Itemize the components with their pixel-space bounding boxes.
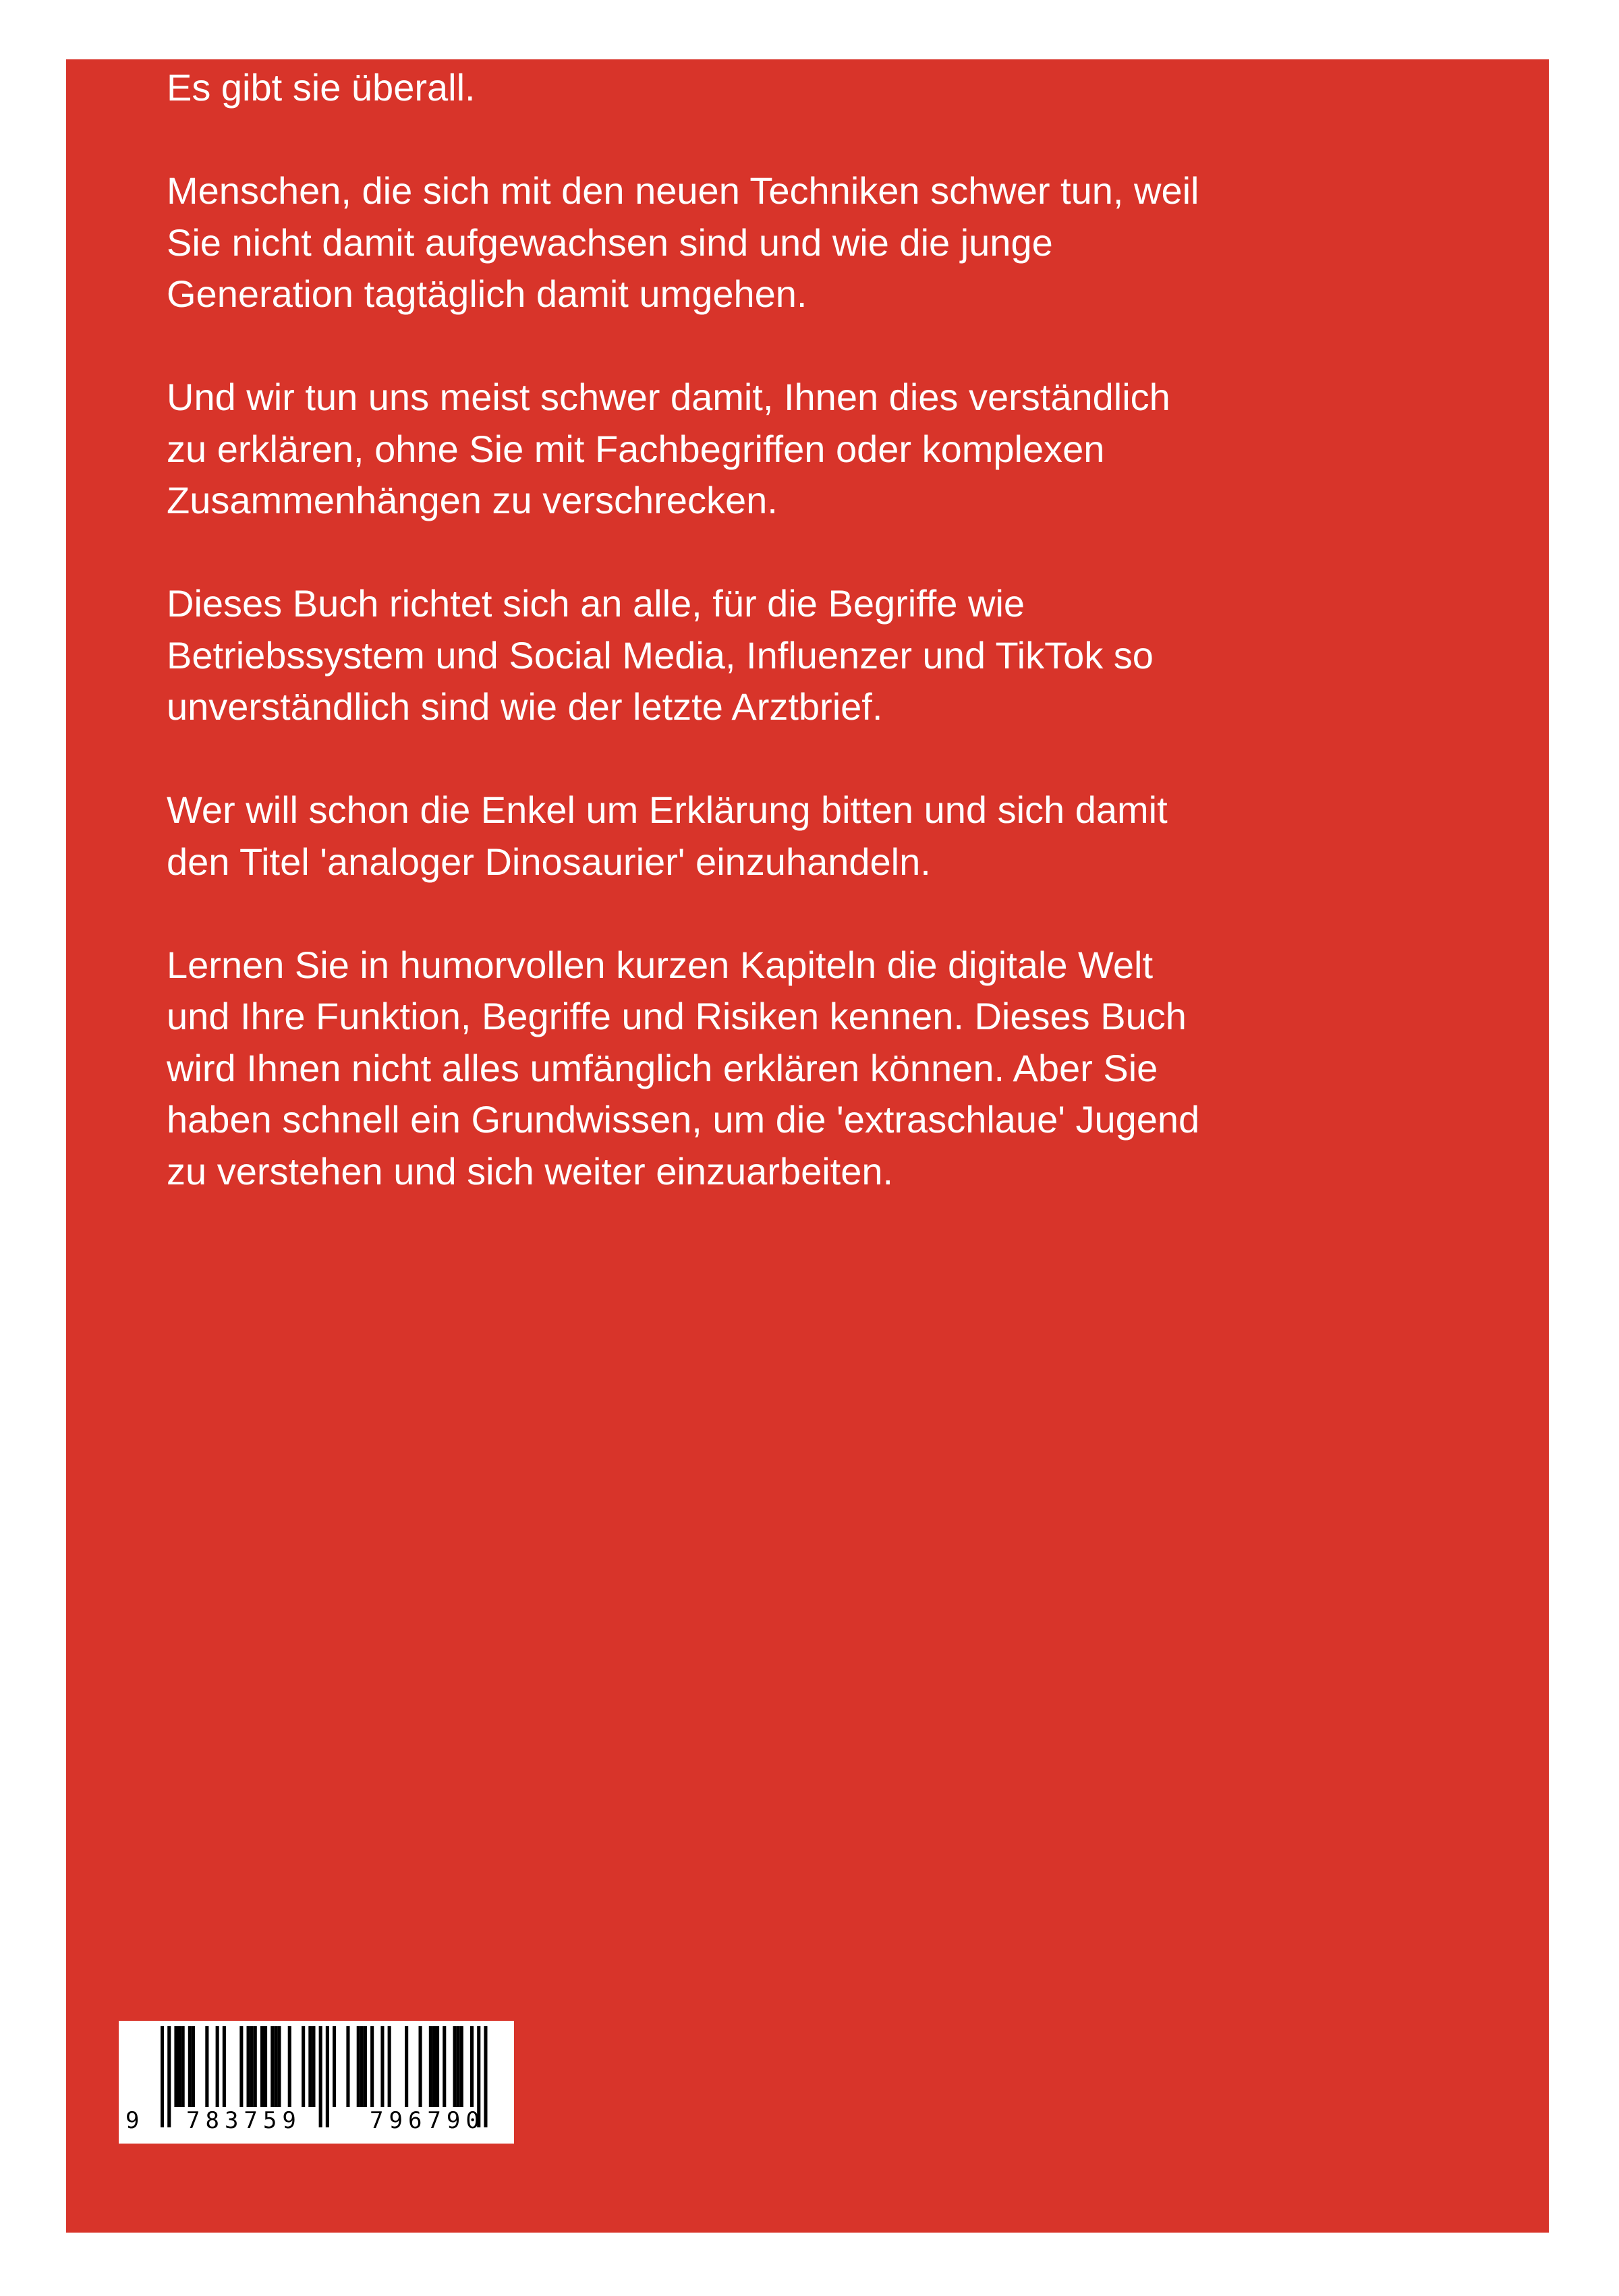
barcode-bar [192, 2026, 195, 2107]
barcode-bar [405, 2026, 408, 2107]
barcode-bar [250, 2026, 254, 2107]
barcode-bar [205, 2026, 208, 2107]
barcode-bar [271, 2026, 274, 2107]
barcode-bar [264, 2026, 267, 2107]
barcode-bar [312, 2026, 315, 2107]
barcode-bar [188, 2026, 192, 2107]
barcode-bar [302, 2026, 305, 2107]
barcode-bar [436, 2026, 439, 2107]
barcode-bar [181, 2026, 185, 2107]
barcode-bar [388, 2026, 391, 2107]
blurb-paragraph-1: Es gibt sie überall. [167, 66, 476, 109]
barcode-bar [223, 2026, 226, 2107]
barcode-bar [308, 2026, 312, 2107]
barcode-bar [254, 2026, 257, 2107]
barcode-bar [178, 2026, 181, 2107]
barcode-bar [346, 2026, 349, 2107]
barcode-right-group: 796790 [370, 2107, 485, 2134]
barcode-left-group: 783759 [186, 2107, 302, 2134]
barcode-bar [247, 2026, 250, 2107]
barcode-bar [370, 2026, 374, 2107]
barcode-bar [457, 2026, 460, 2107]
barcode-bar [460, 2026, 463, 2107]
barcode-bar [443, 2026, 446, 2107]
barcode-bar [364, 2026, 367, 2107]
isbn-barcode [119, 2021, 514, 2144]
blurb-paragraph-5: Wer will schon die Enkel um Erklärung bitten und sich damit den Titel 'analoger Dinosaurier' einzuhandeln. [167, 788, 1168, 883]
barcode-bar [470, 2026, 474, 2107]
blurb-text [167, 62, 1394, 1249]
barcode-bar [432, 2026, 436, 2107]
barcode-bar [239, 2026, 243, 2107]
barcode-bar [380, 2026, 384, 2107]
barcode-bar [453, 2026, 457, 2107]
barcode-digits [119, 2107, 514, 2141]
barcode-bar [357, 2026, 360, 2107]
barcode-bar [216, 2026, 219, 2107]
barcode-bar [333, 2026, 336, 2107]
barcode-bar [360, 2026, 364, 2107]
barcode-bar [260, 2026, 264, 2107]
blurb-paragraph-6: Lernen Sie in humorvollen kurzen Kapiteln die digitale Welt und Ihre Funktion, Begriffe und Risiken kennen. Dieses Buch wird Ihnen nicht alles umfänglich erklären können. Aber Sie haben schnell ein Grundwissen, um die 'extraschlaue' Jugend zu verstehen und sich weiter einzuarbeiten. [167, 943, 1200, 1193]
barcode-bar [419, 2026, 422, 2107]
barcode-bar [174, 2026, 177, 2107]
barcode-lead-digit: 9 [125, 2107, 140, 2134]
blurb-paragraph-3: Und wir tun uns meist schwer damit, Ihnen dies verständlich zu erklären, ohne Sie mit Fachbegriffen oder komplexen Zusammenhängen zu verschrecken. [167, 376, 1170, 521]
barcode-bar [429, 2026, 432, 2107]
barcode-bar [288, 2026, 291, 2107]
blurb-paragraph-4: Dieses Buch richtet sich an alle, für die Begriffe wie Betriebssystem und Social Media, Influenzer und TikTok so unverständlich sind wie der letzte Arztbrief. [167, 582, 1154, 728]
barcode-bar [274, 2026, 277, 2107]
blurb-paragraph-2: Menschen, die sich mit den neuen Techniken schwer tun, weil Sie nicht damit aufgewachsen sind und wie die junge Generation tagtäglich damit umgehen. [167, 169, 1199, 315]
barcode-bar [277, 2026, 281, 2107]
